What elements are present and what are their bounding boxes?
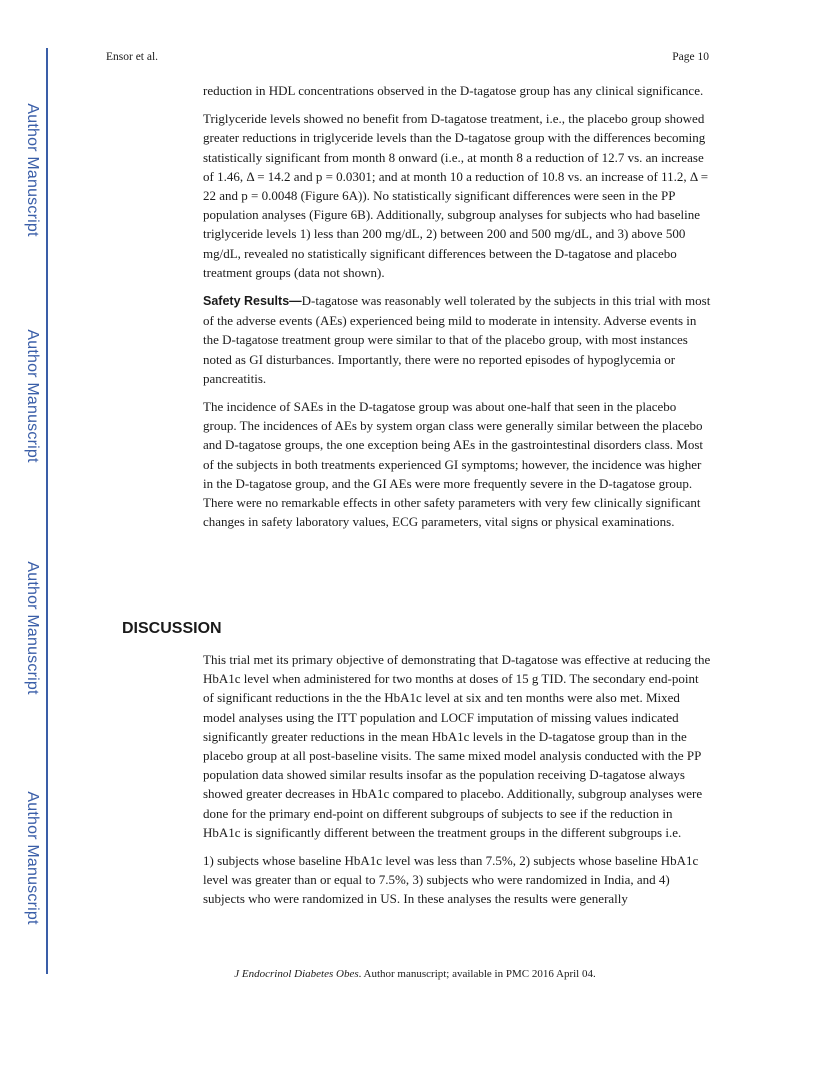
paragraph-discussion-1: This trial met its primary objective of demonstrating that D-tagatose was effective at reducing the HbA1c level when administered for two months at doses of 15 g TID. The secondary end-point of significant reductions in the the HbA1c level at six and ten months were also met. Mixed model analyses using the ITT population and LOCF imputation of missing values indicated significantly greater reductions in the mean HbA1c levels in the D-tagatose group than in the placebo group at all post-baseline visits. The same mixed model analysis conducted with the PP population data showed similar results insofar as the population receiving D-tagatose always showed greater decreases in HbA1c compared to placebo. Additionally, subgroup analyses were done for the primary end-point on different subgroups of subjects to see if the reduction in HbA1c is significantly different between the treatment groups in the different subgroups i.e.	[203, 652, 711, 840]
safety-results-text: D-tagatose was reasonably well tolerated by the subjects in this trial with most of the adverse events (AEs) experienced being mild to moderate in intensity. Adverse events in the D-tagatose treatment group were similar to that of the placebo group, with most instances noted as GI disturbances. Importantly, there were no reported episodes of hypoglycemia or pancreatitis.	[203, 293, 711, 386]
body-text-top	[203, 81, 711, 540]
footer-availability: . Author manuscript; available in PMC 2016 April 04.	[358, 968, 596, 980]
page-header-authors: Ensor et al.	[106, 51, 159, 63]
footer-journal: J Endocrinol Diabetes Obes	[234, 968, 359, 980]
paragraph-safety	[203, 291, 711, 388]
paragraph-saes: The incidence of SAEs in the D-tagatose group was about one-half that seen in the placebo group. The incidences of AEs by system organ class were generally similar between the placebo and D-tagatose groups, the one exception being AEs in the gastrointestinal disorders class. Most of the subjects in both treatments experienced GI symptoms; however, the incidence was higher in the D-tagatose group, and the GI AEs were more frequently severe in the D-tagatose group. There were no remarkable effects in other safety parameters with very few clinically significant changes in safety laboratory values, ECG parameters, vital signs or physical examinations.	[203, 399, 704, 530]
page-footer	[0, 968, 830, 980]
paragraph-hdl: reduction in HDL concentrations observed in the D-tagatose group has any clinical significance.	[203, 83, 704, 98]
side-label-text: Author Manuscript	[24, 791, 41, 925]
safety-results-heading: Safety Results—	[203, 294, 302, 309]
page-number: Page 10	[672, 51, 709, 63]
discussion-heading: DISCUSSION	[122, 620, 222, 637]
side-label-text: Author Manuscript	[24, 561, 41, 695]
paragraph-discussion-2: 1) subjects whose baseline HbA1c level was less than 7.5%, 2) subjects whose baseline HbA1c level was greater than or equal to 7.5%, 3) subjects who were randomized in India, and 4) subjects who were randomized in US. In these analyses the results were generally	[203, 853, 699, 907]
paragraph-triglyceride: Triglyceride levels showed no benefit from D-tagatose treatment, i.e., the placebo group showed greater reductions in triglyceride levels than the D-tagatose group with the differences becoming statistically significant from month 8 onward (i.e., at month 8 a reduction of 12.7 vs. an increase of 1.46, Δ = 14.2 and p = 0.0301; and at month 10 a reduction of 10.8 vs. an increase of 11.2, Δ = 22 and p = 0.0048 (Figure 6A)). No statistically significant differences were seen in the PP population analyses (Figure 6B). Additionally, subgroup analyses for subjects who had baseline triglyceride levels 1) less than 200 mg/dL, 2) between 200 and 500 mg/dL, and 3) above 500 mg/dL, revealed no statistically significant differences between the D-tagatose and placebo treatment groups (data not shown).	[203, 111, 709, 280]
side-label-text: Author Manuscript	[24, 329, 41, 463]
side-rule	[46, 48, 48, 974]
body-text-discussion	[203, 650, 711, 918]
side-label-text: Author Manuscript	[24, 103, 41, 237]
